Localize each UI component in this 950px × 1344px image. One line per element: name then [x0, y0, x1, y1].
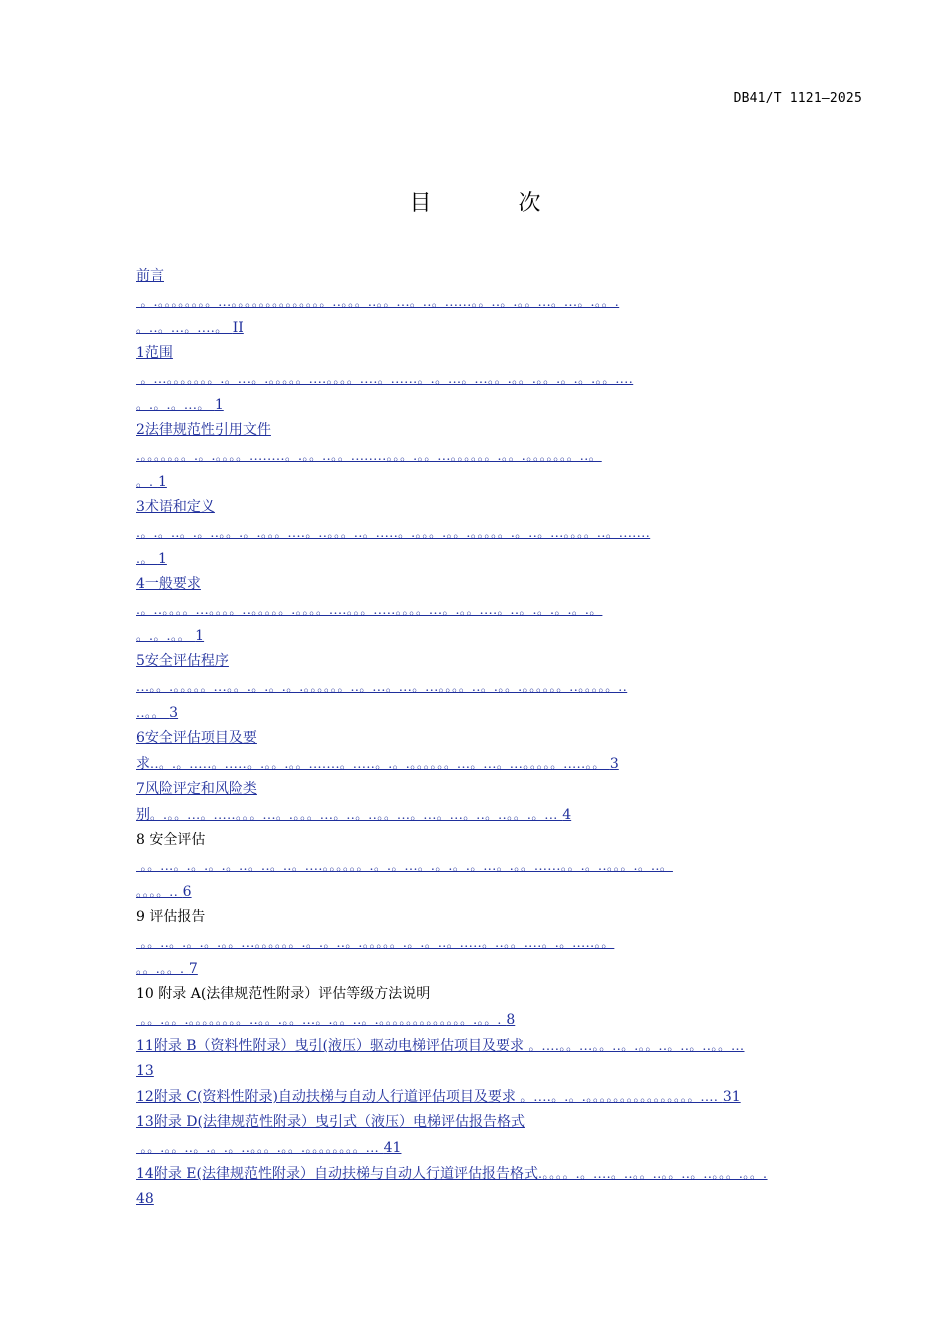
toc-entry-title[interactable]: 13附录 D(法律规范性附录）曳引式（液压）电梯评估报告格式	[136, 1114, 525, 1130]
toc-entry-title[interactable]: 11附录 B（资料性附录）曳引(液压）驱动电梯评估项目及要求	[136, 1038, 525, 1054]
toc-leader[interactable]: .。。。。。。。.。.。。。。........。.。。..。。........。。。.。。...。。。。。。.。。.。。。。。。。..。	[136, 448, 602, 463]
toc-page-number[interactable]: 3	[169, 705, 179, 721]
toc-entry-title-continued[interactable]: 别	[136, 807, 150, 823]
toc-leader[interactable]: 。。.。。.	[136, 961, 189, 976]
toc-entry-appendix-b[interactable]	[136, 1033, 948, 1084]
toc-leader[interactable]: 。。。。..	[136, 884, 183, 899]
toc-page-number[interactable]: 1	[157, 474, 167, 490]
toc-page-number[interactable]: 4	[562, 807, 572, 823]
toc-entry-title[interactable]: 9 评估报告	[136, 909, 206, 925]
toc-page-number[interactable]: 13	[136, 1063, 154, 1079]
toc-entry-title[interactable]: 4一般要求	[136, 576, 201, 592]
toc-entry-title-continued[interactable]: 求	[136, 756, 150, 772]
toc-leader[interactable]: 。。.。。..。.。.。..。。。.。。.。。。。。。。。...	[136, 1140, 384, 1155]
toc-entry-terms[interactable]	[136, 495, 948, 572]
toc-leader[interactable]: 。.。。...。.....。。。...。.。。。...。..。..。。...。...。...。..。..。。.。...	[150, 807, 563, 822]
toc-entry-risk-rating[interactable]	[136, 777, 948, 828]
toc-leader[interactable]: 。.	[136, 474, 158, 489]
toc-entry-normative-references[interactable]	[136, 418, 948, 495]
toc-leader[interactable]: 。。...。.。.。.。..。..。..。....。。。。。。.。.。...。.。.。.。...。.。。......。。.。..。。。.。..。	[136, 858, 673, 873]
toc-page-number[interactable]: 31	[722, 1089, 741, 1105]
toc-leader[interactable]: 。。..。.。.。.。。...。。。。。。.。.。..。.。。。。。.。.。..。.....。..。。....。.。.....。。	[136, 935, 615, 950]
toc-entry-title[interactable]: 14附录 E(法律规范性附录）自动扶梯与自动人行道评估报告格式	[136, 1166, 538, 1182]
toc-page-number[interactable]: 8	[506, 1012, 516, 1028]
toc-entry-assessment-report[interactable]	[136, 905, 948, 982]
toc-entry-title[interactable]: 7风险评定和风险类	[136, 781, 257, 797]
toc-page-number[interactable]: 6	[182, 884, 192, 900]
toc-page-number[interactable]: 3	[609, 756, 619, 772]
toc-entry-title[interactable]: 6安全评估项目及要	[136, 730, 257, 746]
toc-page-number[interactable]: 48	[136, 1191, 154, 1207]
toc-entry-appendix-a[interactable]	[136, 982, 948, 1033]
toc-leader[interactable]: 。.。.。...。	[136, 397, 215, 412]
toc-entry-title[interactable]: 8 安全评估	[136, 832, 206, 848]
toc-leader[interactable]: 。.。。。。。。。。...。。。。。。。。。。。。。。..。。。..。。...。..。......。。..。.。。...。...。.。。.	[136, 294, 620, 309]
toc-leader[interactable]: .。.。..。.。..。。.。.。。。....。..。。。..。.....。.。。。.。。.。。。。。.。..。...。。。。..。.......	[136, 525, 651, 540]
toc-page-number[interactable]: 7	[188, 961, 198, 977]
toc-entry-safety-assessment[interactable]	[136, 828, 948, 905]
toc-entry-title[interactable]: 前言	[136, 268, 164, 284]
toc-entry-title[interactable]: 5安全评估程序	[136, 653, 229, 669]
toc-entry-general-requirements[interactable]	[136, 572, 948, 649]
toc-page-number[interactable]: 1	[157, 551, 167, 567]
toc-leader[interactable]: ..。.。.....。.....。.。。.。。.......。.....。.。.。。。。。。...。...。...。。。。。.....。。	[150, 756, 610, 771]
toc-entry-title[interactable]: 12附录 C(资料性附录)自动扶梯与自动人行道评估项目及要求	[136, 1089, 516, 1105]
toc-entry-preface[interactable]	[136, 264, 948, 341]
page-title: 目 次	[409, 191, 581, 216]
toc-leader[interactable]: 。。.。。.。。。。。。。。..。。.。。...。.。。..。.。。。。。。。。。。。。。.。。.	[136, 1012, 507, 1027]
toc-entry-assessment-procedure[interactable]	[136, 649, 948, 726]
table-of-contents	[136, 264, 948, 1212]
toc-leader[interactable]: ...。。.。。。。。...。。.。.。.。.。。。。。。..。...。...。...。。。。..。.。。.。。。。。。..。。。。。..	[136, 679, 628, 694]
toc-leader[interactable]: .。..。。。。...。。。。..。。。。。.。。。。....。。。.....。。。。...。.。。....。..。.。.。.。.。	[136, 602, 603, 617]
toc-leader[interactable]: .。	[136, 551, 158, 566]
toc-entry-title[interactable]: 1范围	[136, 345, 173, 361]
toc-page-number[interactable]: 41	[383, 1140, 402, 1156]
toc-leader[interactable]: 。....。。...。。..。.。。..。..。..。。...	[524, 1038, 745, 1053]
toc-leader[interactable]: 。....。.。.。。。。。。。。。。。。。。。。....	[515, 1089, 723, 1104]
toc-entry-title[interactable]: 2法律规范性引用文件	[136, 422, 271, 438]
toc-page-number[interactable]: II	[232, 320, 244, 336]
toc-leader[interactable]: 。..。...。....。	[136, 320, 233, 335]
toc-entry-appendix-d[interactable]	[136, 1110, 948, 1161]
toc-entry-title[interactable]: 3术语和定义	[136, 499, 215, 515]
toc-page-number[interactable]: 1	[195, 628, 205, 644]
toc-leader[interactable]: 。.。.。。	[136, 628, 196, 643]
toc-page-number[interactable]: 1	[214, 397, 224, 413]
toc-entry-scope[interactable]	[136, 341, 948, 418]
toc-leader[interactable]: 。...。。。。。。。.。...。.。。。。。....。。。。....。......。.。...。...。。.。。.。。.。.。.。。....	[136, 371, 634, 386]
toc-entry-assessment-items[interactable]	[136, 726, 948, 777]
toc-entry-appendix-e[interactable]	[136, 1161, 948, 1212]
toc-leader[interactable]: .。。。。.。....。..。。..。。..。..。。。.。。.	[537, 1166, 768, 1181]
toc-leader[interactable]: ..。。	[136, 705, 170, 720]
standard-code: DB41/T 1121—2025	[733, 91, 862, 106]
toc-entry-appendix-c[interactable]	[136, 1084, 948, 1110]
toc-entry-title[interactable]: 10 附录 A(法律规范性附录）评估等级方法说明	[136, 986, 431, 1002]
